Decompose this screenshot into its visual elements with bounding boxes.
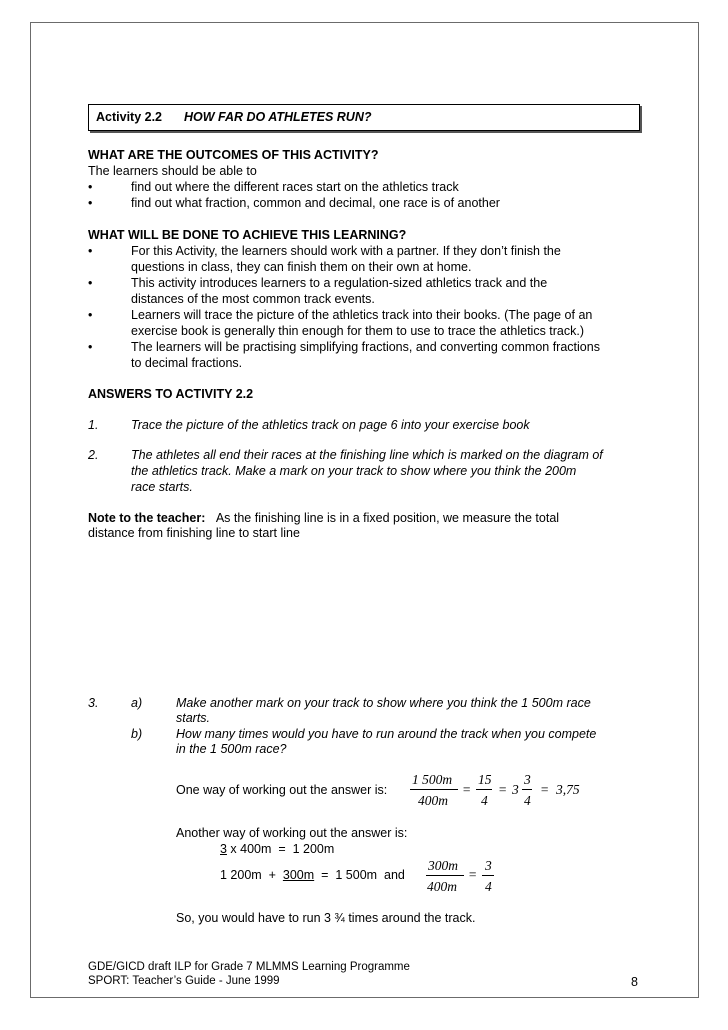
q3b-line: in the 1 500m race? — [176, 742, 287, 756]
equals-sign: = — [462, 782, 472, 797]
q3b-label: b) — [131, 727, 143, 741]
outcomes-intro: The learners should be able to — [88, 164, 257, 178]
fraction-numerator: 3 — [524, 772, 531, 787]
fraction-numerator: 3 — [485, 858, 492, 873]
fraction-denominator: 4 — [485, 879, 492, 894]
bullet-icon: • — [88, 276, 93, 290]
equals-sign: = — [540, 782, 550, 797]
bullet-icon: • — [88, 180, 93, 194]
outcomes-heading: WHAT ARE THE OUTCOMES OF THIS ACTIVITY? — [88, 148, 379, 162]
q3a-line: starts. — [176, 711, 211, 725]
teacher-note-text: As the finishing line is in a fixed position, we measure the total — [215, 511, 560, 525]
teacher-note-label: Note to the teacher: — [88, 511, 206, 525]
q1-text: Trace the picture of the athletics track on page 6 into your exercise book — [131, 418, 530, 432]
q2-line: the athletics track. Make a mark on your track to show where you think the 200m — [131, 464, 577, 478]
fraction-bar — [482, 875, 494, 876]
way-two-text: Another way of working out the answer is: — [176, 826, 408, 840]
learning-heading: WHAT WILL BE DONE TO ACHIEVE THIS LEARNING? — [88, 228, 407, 242]
footer-line: GDE/GICD draft ILP for Grade 7 MLMMS Learning Programme — [88, 961, 410, 973]
q3b-line: How many times would you have to run around the track when you compete — [176, 727, 597, 741]
fraction-bar — [426, 875, 464, 876]
learning-item: This activity introduces learners to a regulation-sized athletics track and the — [131, 276, 548, 290]
bullet-icon: • — [88, 196, 93, 210]
answers-heading: ANSWERS TO ACTIVITY 2.2 — [88, 387, 254, 401]
activity-title-box — [88, 104, 640, 131]
q3a-label: a) — [131, 696, 143, 710]
fraction-numerator: 1 500m — [412, 772, 453, 787]
fraction-denominator: 4 — [481, 793, 488, 808]
learning-item-cont: to decimal fractions. — [131, 356, 243, 370]
learning-item: The learners will be practising simplifying fractions, and converting common fractions — [131, 340, 600, 354]
learning-item: Learners will trace the picture of the athletics track into their books. (The page of an — [131, 308, 593, 322]
q2-line: race starts. — [131, 480, 193, 494]
learning-item: For this Activity, the learners should work with a partner. If they don’t finish the — [131, 244, 561, 258]
q3a-line: Make another mark on your track to show where you think the 1 500m race — [176, 696, 591, 710]
bullet-icon: • — [88, 308, 93, 322]
fraction-bar — [522, 789, 532, 790]
equals-sign: = — [468, 867, 478, 882]
fraction-denominator: 4 — [524, 793, 531, 808]
page-number: 8 — [631, 975, 638, 989]
q1-number: 1. — [88, 418, 99, 432]
calc-line-two: 1 200m + 300m = 1 500m and — [220, 868, 405, 882]
fraction-denominator: 400m — [418, 793, 448, 808]
activity-label: Activity 2.2 — [96, 110, 163, 124]
bullet-icon: • — [88, 244, 93, 258]
fraction-bar — [476, 789, 492, 790]
fraction-numerator: 300m — [428, 858, 458, 873]
fraction-numerator: 15 — [478, 772, 492, 787]
mixed-whole: 3 — [512, 782, 519, 797]
calc-line-one: 3 x 400m = 1 200m — [220, 842, 335, 856]
fraction-denominator: 400m — [427, 879, 457, 894]
equals-sign: = — [498, 782, 508, 797]
q3-number: 3. — [88, 696, 99, 710]
teacher-note-cont: distance from finishing line to start line — [88, 526, 300, 540]
q2-line: The athletes all end their races at the finishing line which is marked on the diagram of — [131, 448, 603, 462]
outcome-item: find out what fraction, common and decimal, one race is of another — [131, 196, 500, 210]
fraction-bar — [410, 789, 458, 790]
activity-title: HOW FAR DO ATHLETES RUN? — [184, 110, 372, 124]
teacher-note — [88, 511, 559, 526]
learning-item-cont: exercise book is generally thin enough for them to use to trace the athletics track.) — [131, 324, 585, 338]
learning-item-cont: questions in class, they can finish them on their own at home. — [131, 260, 472, 274]
bullet-icon: • — [88, 340, 93, 354]
outcome-item: find out where the different races start on the athletics track — [131, 180, 459, 194]
decimal-result: 3,75 — [556, 782, 580, 797]
q2-number: 2. — [88, 448, 99, 462]
learning-item-cont: distances of the most common track events. — [131, 292, 375, 306]
footer-line: SPORT: Teacher’s Guide - June 1999 — [88, 975, 280, 987]
way-one-text: One way of working out the answer is: — [176, 783, 388, 797]
conclusion-text: So, you would have to run 3 ¾ times around the track. — [176, 911, 476, 925]
